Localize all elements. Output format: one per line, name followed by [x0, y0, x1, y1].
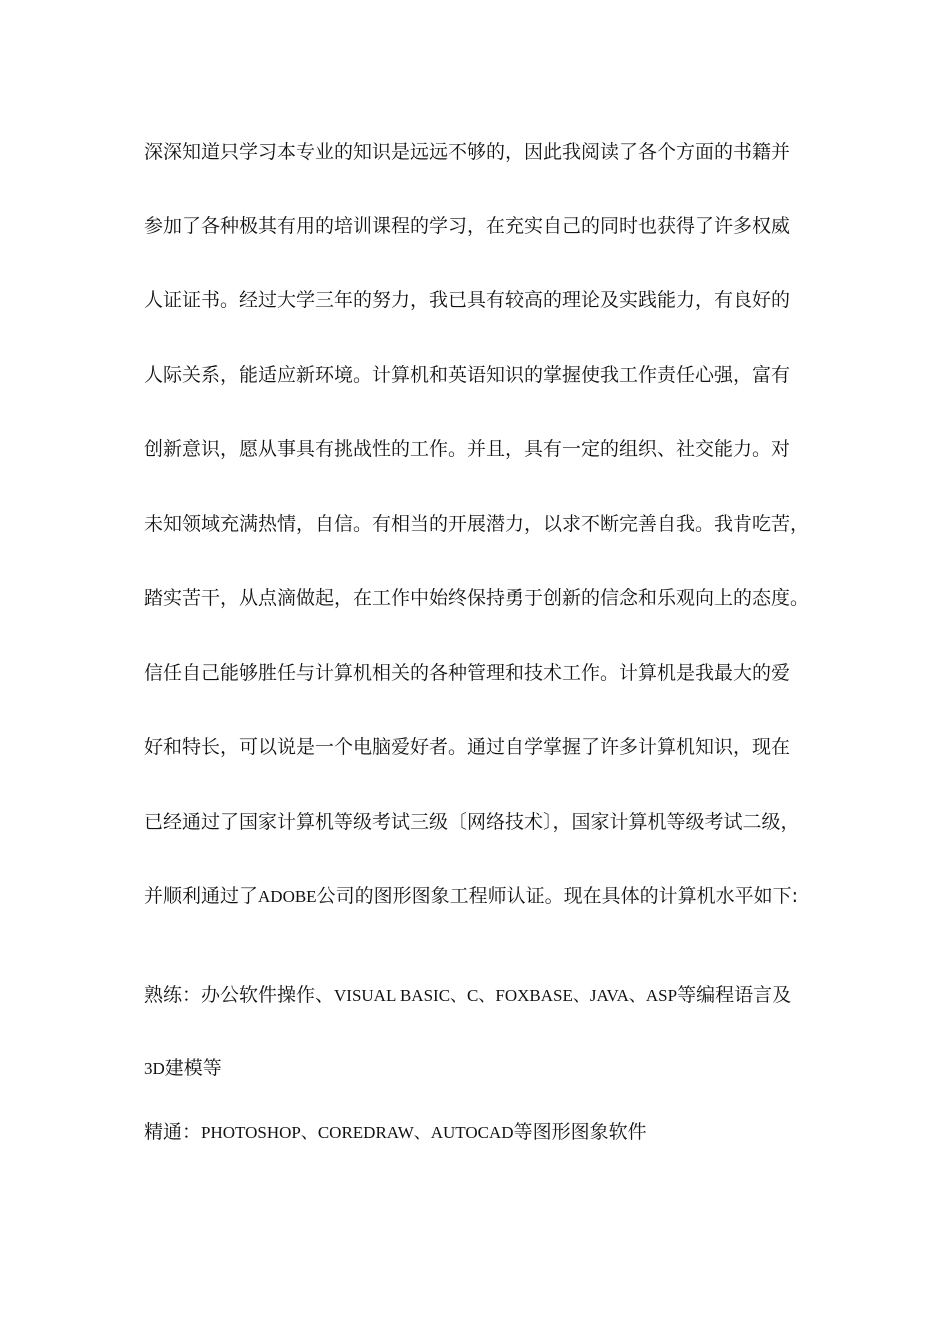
line-11-text-after: 公司的图形图象工程师认证。现在具体的计算机水平如下:	[316, 885, 798, 907]
paragraph-line-8: 信任自己能够胜任与计算机相关的各种管理和技术工作。计算机是我最大的爱	[144, 662, 791, 684]
paragraph-line-7: 踏实苦干，从点滴做起，在工作中始终保持勇于创新的信念和乐观向上的态度。	[144, 587, 810, 609]
skilled-continuation-line	[144, 1056, 824, 1081]
skilled-languages: VISUAL BASIC、C、FOXBASE、JAVA、ASP	[334, 986, 678, 1005]
skilled-after: 等编程语言及	[677, 984, 792, 1006]
paragraph-line-4: 人际关系，能适应新环境。计算机和英语知识的掌握使我工作责任心强，富有	[144, 364, 791, 386]
paragraph-line-11	[144, 884, 824, 909]
paragraph-line-2: 参加了各种极其有用的培训课程的学习，在充实自己的同时也获得了许多权威	[144, 215, 791, 237]
proficient-line	[144, 1120, 824, 1145]
skilled-3d-text: 3D	[144, 1059, 165, 1078]
adobe-text: ADOBE	[258, 887, 317, 906]
paragraph-line-10: 已经通过了国家计算机等级考试三级〔网络技术〕，国家计算机等级考试二级，	[144, 811, 800, 833]
line-11-text-before: 并顺利通过了	[144, 885, 259, 907]
paragraph-line-6: 未知领域充满热情，自信。有相当的开展潜力，以求不断完善自我。我肯吃苦，	[144, 513, 810, 535]
proficient-software: PHOTOSHOP、COREDRAW、AUTOCAD	[201, 1123, 514, 1142]
paragraph-line-9: 好和特长，可以说是一个电脑爱好者。通过自学掌握了许多计算机知识，现在	[144, 736, 791, 758]
skilled-line	[144, 983, 824, 1008]
proficient-after: 等图形图象软件	[513, 1121, 647, 1143]
skilled-continuation-after: 建模等	[164, 1057, 222, 1079]
skilled-label: 熟练：办公软件操作、	[144, 984, 335, 1006]
paragraph-line-1: 深深知道只学习本专业的知识是远远不够的，因此我阅读了各个方面的书籍并	[144, 141, 791, 163]
proficient-label: 精通：	[144, 1121, 202, 1143]
paragraph-line-5: 创新意识，愿从事具有挑战性的工作。并且，具有一定的组织、社交能力。对	[144, 438, 791, 460]
paragraph-line-3: 人证证书。经过大学三年的努力，我已具有较高的理论及实践能力，有良好的	[144, 289, 791, 311]
